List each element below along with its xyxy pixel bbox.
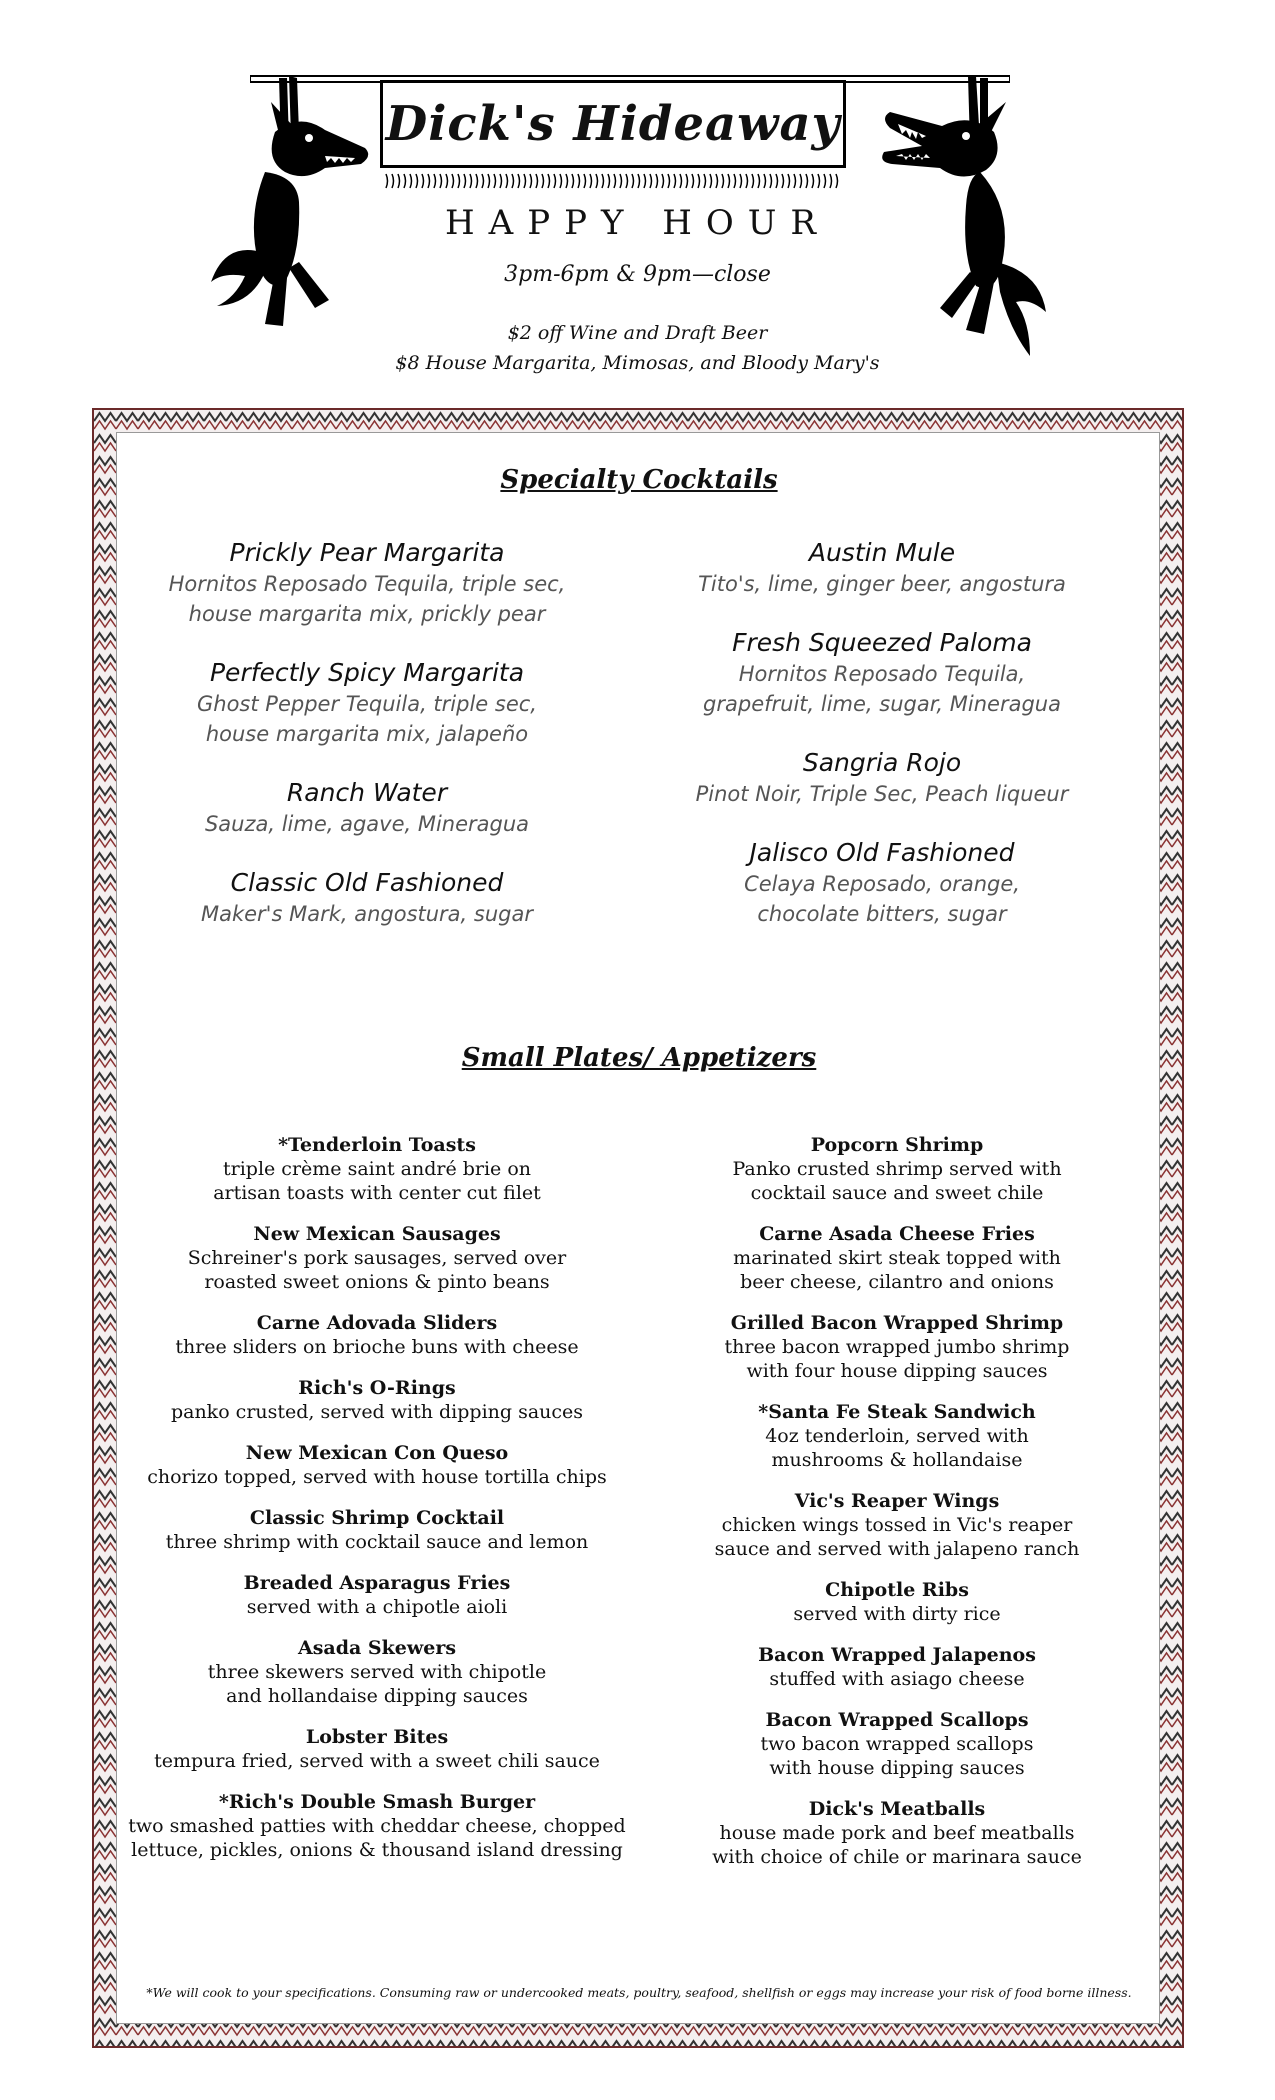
cocktail-name: Perfectly Spicy Margarita: [209, 658, 525, 687]
appetizer-description: Panko crusted shrimp served with: [732, 1158, 1062, 1180]
appetizer-name: Breaded Asparagus Fries: [243, 1572, 511, 1594]
cocktail-description: grapefruit, lime, sugar, Mineragua: [703, 692, 1061, 716]
appetizer-name: Rich's O-Rings: [298, 1377, 456, 1399]
cocktail-name: Prickly Pear Margarita: [229, 538, 505, 567]
appetizer-name: New Mexican Sausages: [253, 1223, 501, 1245]
restaurant-name: Dick's Hideaway: [385, 96, 841, 152]
appetizer-description: 4oz tenderloin, served with: [765, 1425, 1029, 1447]
appetizer-description: artisan toasts with center cut filet: [213, 1182, 541, 1204]
appetizer-item: [127, 1571, 627, 1619]
appetizer-name: Lobster Bites: [305, 1726, 449, 1748]
cocktail-name: Classic Old Fashioned: [230, 868, 504, 897]
appetizer-description: with house dipping sauces: [769, 1757, 1025, 1779]
appetizer-item: [127, 1636, 627, 1708]
appetizer-item: [127, 1441, 627, 1489]
appetizer-description: cocktail sauce and sweet chile: [750, 1182, 1044, 1204]
cocktail-name: Sangria Rojo: [802, 748, 962, 777]
cocktail-name: Jalisco Old Fashioned: [749, 838, 1015, 867]
cocktail-description: Ghost Pepper Tequila, triple sec,: [197, 692, 537, 716]
appetizer-item: [667, 1708, 1127, 1780]
cocktail-item: [667, 837, 1097, 929]
cocktail-description: Pinot Noir, Triple Sec, Peach liqueur: [695, 782, 1069, 806]
cocktail-description: Tito's, lime, ginger beer, angostura: [698, 572, 1066, 596]
appetizer-description: served with a chipotle aioli: [246, 1596, 508, 1618]
appetizer-item: [127, 1506, 627, 1554]
appetizer-name: Chipotle Ribs: [825, 1579, 969, 1601]
appetizer-description: mushrooms & hollandaise: [771, 1449, 1023, 1471]
menu-header: [0, 0, 1275, 400]
appetizer-description: three bacon wrapped jumbo shrimp: [724, 1336, 1070, 1358]
appetizer-name: Vic's Reaper Wings: [794, 1490, 1000, 1512]
appetizer-description: two bacon wrapped scallops: [760, 1733, 1034, 1755]
cocktail-name: Austin Mule: [808, 538, 956, 567]
appetizer-item: [667, 1643, 1127, 1691]
appetizer-description: and hollandaise dipping sauces: [226, 1685, 528, 1707]
deal-wine-beer: $2 off Wine and Draft Beer: [507, 322, 768, 344]
appetizer-description: Schreiner's pork sausages, served over: [187, 1247, 567, 1269]
cocktail-item: [667, 537, 1097, 599]
appetizer-name: Popcorn Shrimp: [810, 1134, 984, 1156]
appetizer-item: [127, 1725, 627, 1773]
appetizer-description: three sliders on brioche buns with cheese: [175, 1336, 579, 1358]
small-plates-heading: Small Plates/ Appetizers: [461, 1043, 817, 1073]
specialty-cocktails-heading: Specialty Cocktails: [500, 465, 778, 495]
appetizer-description: chicken wings tossed in Vic's reaper: [721, 1514, 1073, 1536]
appetizer-item: [127, 1133, 627, 1205]
appetizer-description: triple crème saint andré brie on: [222, 1158, 532, 1180]
appetizer-description: sauce and served with jalapeno ranch: [714, 1538, 1080, 1560]
cocktail-item: [157, 537, 577, 629]
appetizer-description: panko crusted, served with dipping sauces: [170, 1401, 584, 1423]
appetizer-description: served with dirty rice: [793, 1603, 1001, 1625]
cocktail-description: Maker's Mark, angostura, sugar: [200, 902, 533, 926]
appetizer-name: Dick's Meatballs: [808, 1798, 986, 1820]
appetizer-item: [127, 1376, 627, 1424]
appetizer-name: Asada Skewers: [297, 1637, 457, 1659]
cocktail-item: [667, 627, 1097, 719]
appetizer-description: with four house dipping sauces: [746, 1360, 1048, 1382]
appetizer-item: [667, 1489, 1127, 1561]
appetizer-item: [127, 1790, 627, 1862]
happy-hour-heading: HAPPY HOUR: [445, 203, 830, 243]
appetizer-description: two smashed patties with cheddar cheese, chopped: [128, 1815, 626, 1837]
appetizer-item: [667, 1222, 1127, 1294]
appetizer-item: [667, 1797, 1127, 1869]
appetizer-item: [667, 1133, 1127, 1205]
cocktail-item: [667, 747, 1097, 809]
cocktail-description: Hornitos Reposado Tequila,: [738, 662, 1026, 686]
appetizer-name: Bacon Wrapped Scallops: [765, 1709, 1029, 1731]
happy-hour-times: 3pm-6pm & 9pm—close: [504, 262, 771, 287]
cocktail-description: Celaya Reposado, orange,: [744, 872, 1020, 896]
cocktail-description: chocolate bitters, sugar: [757, 902, 1007, 926]
cocktail-item: [157, 777, 577, 839]
appetizer-description: lettuce, pickles, onions & thousand island dressing: [131, 1839, 623, 1861]
appetizer-name: *Tenderloin Toasts: [278, 1134, 476, 1156]
appetizer-column-left: [127, 1133, 627, 1879]
appetizer-item: [127, 1222, 627, 1294]
cocktail-item: [157, 657, 577, 749]
appetizer-name: *Rich's Double Smash Burger: [218, 1791, 536, 1813]
appetizer-description: with choice of chile or marinara sauce: [712, 1846, 1082, 1868]
appetizer-name: Grilled Bacon Wrapped Shrimp: [730, 1312, 1064, 1334]
appetizer-item: [667, 1578, 1127, 1626]
appetizer-name: New Mexican Con Queso: [245, 1442, 509, 1464]
cocktail-description: Hornitos Reposado Tequila, triple sec,: [168, 572, 566, 596]
appetizer-name: Bacon Wrapped Jalapenos: [758, 1644, 1036, 1666]
sign-fringe-decoration: [384, 172, 842, 190]
menu-frame: [92, 408, 1184, 2048]
appetizer-description: beer cheese, cilantro and onions: [740, 1271, 1054, 1293]
cocktail-name: Fresh Squeezed Paloma: [732, 628, 1032, 657]
appetizer-description: chorizo topped, served with house tortilla chips: [147, 1466, 607, 1488]
cocktail-column-left: [157, 537, 577, 957]
appetizer-description: stuffed with asiago cheese: [769, 1668, 1025, 1690]
cocktail-name: Ranch Water: [286, 778, 448, 807]
cocktail-description: Sauza, lime, agave, Mineragua: [204, 812, 530, 836]
appetizer-name: *Santa Fe Steak Sandwich: [758, 1401, 1036, 1423]
restaurant-sign: [380, 80, 846, 168]
appetizer-name: Carne Asada Cheese Fries: [759, 1223, 1035, 1245]
appetizer-item: [667, 1400, 1127, 1472]
appetizer-description: tempura fried, served with a sweet chili sauce: [154, 1750, 600, 1772]
appetizer-description: three skewers served with chipotle: [207, 1661, 547, 1683]
appetizer-name: Classic Shrimp Cocktail: [249, 1507, 505, 1529]
cocktail-description: house margarita mix, jalapeño: [205, 722, 529, 746]
appetizer-description: three shrimp with cocktail sauce and lemon: [165, 1531, 589, 1553]
deal-margarita: $8 House Margarita, Mimosas, and Bloody Mary's: [395, 352, 880, 374]
appetizer-item: [127, 1311, 627, 1359]
cocktail-column-right: [667, 537, 1097, 957]
cocktail-description: house margarita mix, prickly pear: [188, 602, 546, 626]
cocktail-item: [157, 867, 577, 929]
appetizer-description: roasted sweet onions & pinto beans: [204, 1271, 550, 1293]
menu-content: [116, 432, 1160, 2024]
food-safety-disclaimer: *We will cook to your specifications. Consuming raw or undercooked meats, poultry, seafood, shellfish or eggs may increase your risk of food borne illness.: [146, 1985, 1132, 2000]
appetizer-item: [667, 1311, 1127, 1383]
appetizer-description: house made pork and beef meatballs: [719, 1822, 1075, 1844]
appetizer-name: Carne Adovada Sliders: [256, 1312, 498, 1334]
appetizer-column-right: [667, 1133, 1127, 1886]
appetizer-description: marinated skirt steak topped with: [733, 1247, 1061, 1269]
